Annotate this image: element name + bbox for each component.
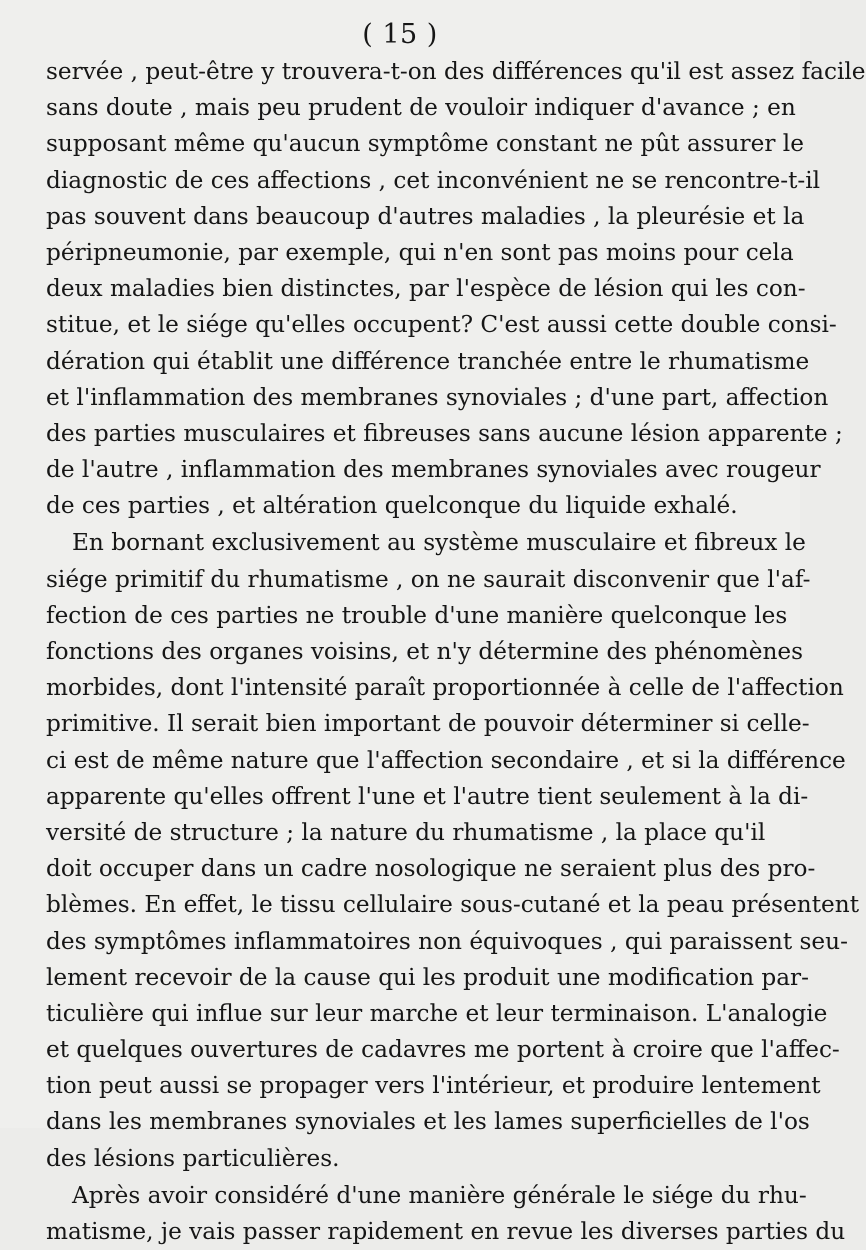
paragraph	[46, 54, 866, 524]
text-body	[46, 54, 866, 1250]
text-line: fonctions des organes voisins, et n'y détermine des phénomènes	[46, 638, 804, 665]
text-line: doit occuper dans un cadre nosologique ne seraient plus des pro-	[46, 855, 816, 883]
text-line: ci est de même nature que l'affection secondaire , et si la différence	[46, 746, 846, 774]
text-line: et l'inflammation des membranes synoviales ; d'une part, affection	[46, 383, 829, 411]
text-line: pas souvent dans beaucoup d'autres maladies , la pleurésie et la	[46, 202, 805, 230]
text-line: primitive. Il serait bien important de pouvoir déterminer si celle-	[46, 710, 810, 738]
text-line: ticulière qui influe sur leur marche et leur terminaison. L'analogie	[46, 999, 828, 1027]
text-line: des lésions particulières.	[46, 1144, 340, 1172]
text-line: deux maladies bien distinctes, par l'espèce de lésion qui les con-	[46, 275, 806, 303]
paragraph	[46, 525, 860, 1176]
text-line: de l'autre , inflammation des membranes synoviales avec rougeur	[46, 456, 821, 484]
text-line: apparente qu'elles offrent l'une et l'autre tient seulement à la di-	[46, 782, 809, 810]
text-line: lement recevoir de la cause qui les produit une modification par-	[46, 963, 809, 991]
text-line: stitue, et le siége qu'elles occupent? C'est aussi cette double consi-	[46, 311, 837, 339]
text-line: siége primitif du rhumatisme , on ne saurait disconvenir que l'af-	[46, 565, 811, 593]
text-line: péripneumonie, par exemple, qui n'en sont pas moins pour cela	[46, 238, 794, 266]
text-line: diagnostic de ces affections , cet inconvénient ne se rencontre-t-il	[46, 166, 821, 194]
text-line: matisme, je vais passer rapidement en revue les diverses parties du	[46, 1218, 846, 1245]
page-number: ( 15 )	[362, 19, 438, 50]
text-line: supposant même qu'aucun symptôme constant ne pût assurer le	[46, 130, 804, 158]
text-line: versité de structure ; la nature du rhumatisme , la place qu'il	[46, 818, 766, 846]
text-line: des symptômes inflammatoires non équivoques , qui paraissent seu-	[46, 927, 848, 955]
text-line: dans les membranes synoviales et les lames superficielles de l'os	[46, 1108, 810, 1136]
paragraph	[46, 1178, 846, 1250]
text-line: blèmes. En effet, le tissu cellulaire sous-cutané et la peau présentent	[46, 891, 860, 919]
text-line: de ces parties , et altération quelconque du liquide exhalé.	[46, 492, 738, 520]
text-line: tion peut aussi se propager vers l'intérieur, et produire lentement	[46, 1072, 821, 1100]
text-line: servée , peut-être y trouvera-t-on des différences qu'il est assez facile	[46, 58, 866, 85]
text-line: En bornant exclusivement au système musculaire et fibreux le	[72, 529, 806, 557]
text-line: et quelques ouvertures de cadavres me portent à croire que l'affec-	[46, 1036, 840, 1064]
text-line: sans doute , mais peu prudent de vouloir indiquer d'avance ; en	[46, 94, 796, 122]
text-line: dération qui établit une différence tranchée entre le rhumatisme	[46, 347, 810, 375]
text-line: morbides, dont l'intensité paraît proportionnée à celle de l'affection	[46, 674, 844, 702]
text-line: des parties musculaires et fibreuses sans aucune lésion apparente ;	[46, 419, 843, 447]
text-line: Après avoir considéré d'une manière générale le siége du rhu-	[72, 1181, 807, 1209]
text-line: fection de ces parties ne trouble d'une manière quelconque les	[46, 601, 788, 629]
